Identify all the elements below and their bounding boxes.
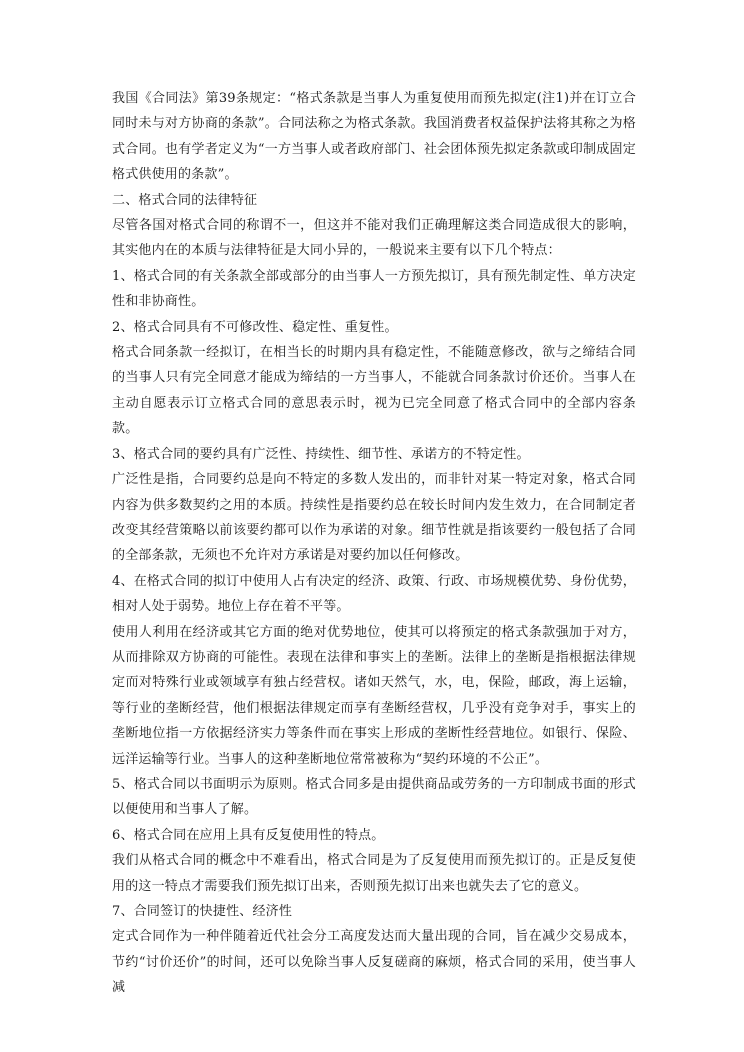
paragraph-feature-7-detail: 定式合同作为一种伴随着近代社会分工高度发达而大量出现的合同，旨在减少交易成本，节约“讨价还价”的时间，还可以免除当事人反复磋商的麻烦，格式合同的采用，使当事人减 (112, 929, 636, 996)
feature-item-3: 3、格式合同的要约具有广泛性、持续性、细节性、承诺方的不特定性。 (112, 446, 530, 462)
feature-item-4: 4、在格式合同的拟订中使用人占有决定的经济、政策、行政、市场规模优势、身份优势，相对人处于弱势。地位上存在着不平等。 (112, 573, 636, 615)
feature-item-2: 2、格式合同具有不可修改性、稳定性、重复性。 (112, 319, 398, 335)
section-heading-legal-features: 二、格式合同的法律特征 (112, 192, 258, 208)
paragraph-feature-6-detail: 我们从格式合同的概念中不难看出，格式合同是为了反复使用而预先拟订的。正是反复使用的这一特点才需要我们预先拟订出来，否则预先拟订出来也就失去了它的意义。 (112, 853, 636, 894)
feature-item-5: 5、格式合同以书面明示为原则。格式合同多是由提供商品或劳务的一方印制成书面的形式以便使用和当事人了解。 (112, 776, 636, 818)
paragraph-feature-3-detail: 广泛性是指，合同要约总是向不特定的多数人发出的，而非针对某一特定对象，格式合同内容为供多数契约之用的本质。持续性是指要约总在较长时间内发生效力，在合同制定者改变其经营策略以前该要约都可以作为承诺的对象。细节性就是指该要约一般包括了合同的全部条款，无须也不允许对方承诺是对要约加以任何修改。 (112, 472, 636, 564)
feature-item-7: 7、合同签订的快捷性、经济性 (112, 904, 293, 919)
paragraph-definition: 我国《合同法》第39条规定：“格式条款是当事人为重复使用而预先拟定(注1)并在订立合同时未与对方协商的条款”。合同法称之为格式条款。我国消费者权益保护法将其称之为格式合同。也有学者定义为“一方当事人或者政府部门、社会团体预先拟定条款或印制成固定格式供使用的条款”。 (112, 91, 636, 183)
feature-item-1: 1、格式合同的有关条款全部或部分的由当事人一方预先拟订，具有预先制定性、单方决定性和非协商性。 (112, 268, 636, 310)
document-body (112, 86, 636, 1001)
paragraph-feature-4-detail: 使用人利用在经济或其它方面的绝对优势地位，使其可以将预定的格式条款强加于对方，从而排除双方协商的可能性。表现在法律和事实上的垄断。法律上的垄断是指根据法律规定而对特殊行业或领域享有独占经营权。诸如天然气，水，电，保险，邮政，海上运输，等行业的垄断经营，他们根据法律规定而享有垄断经营权，几乎没有竞争对手，事实上的垄断地位指一方依据经济实力等条件而在事实上形成的垄断性经营地位。如银行、保险、远洋运输等行业。当事人的这种垄断地位常常被称为“契约环境的不公正”。 (112, 624, 636, 767)
paragraph-feature-2-detail: 格式合同条款一经拟订，在相当长的时期内具有稳定性，不能随意修改，欲与之缔结合同的当事人只有完全同意才能成为缔结的一方当事人，不能就合同条款讨价还价。当事人在主动自愿表示订立格式合同的意思表示时，视为已完全同意了格式合同中的全部内容条款。 (112, 345, 636, 437)
feature-item-6: 6、格式合同在应用上具有反复使用性的特点。 (112, 827, 385, 843)
paragraph-intro-features: 尽管各国对格式合同的称谓不一，但这并不能对我们正确理解这类合同造成很大的影响，其实他内在的本质与法律特征是大同小异的，一般说来主要有以下几个特点： (112, 218, 636, 259)
